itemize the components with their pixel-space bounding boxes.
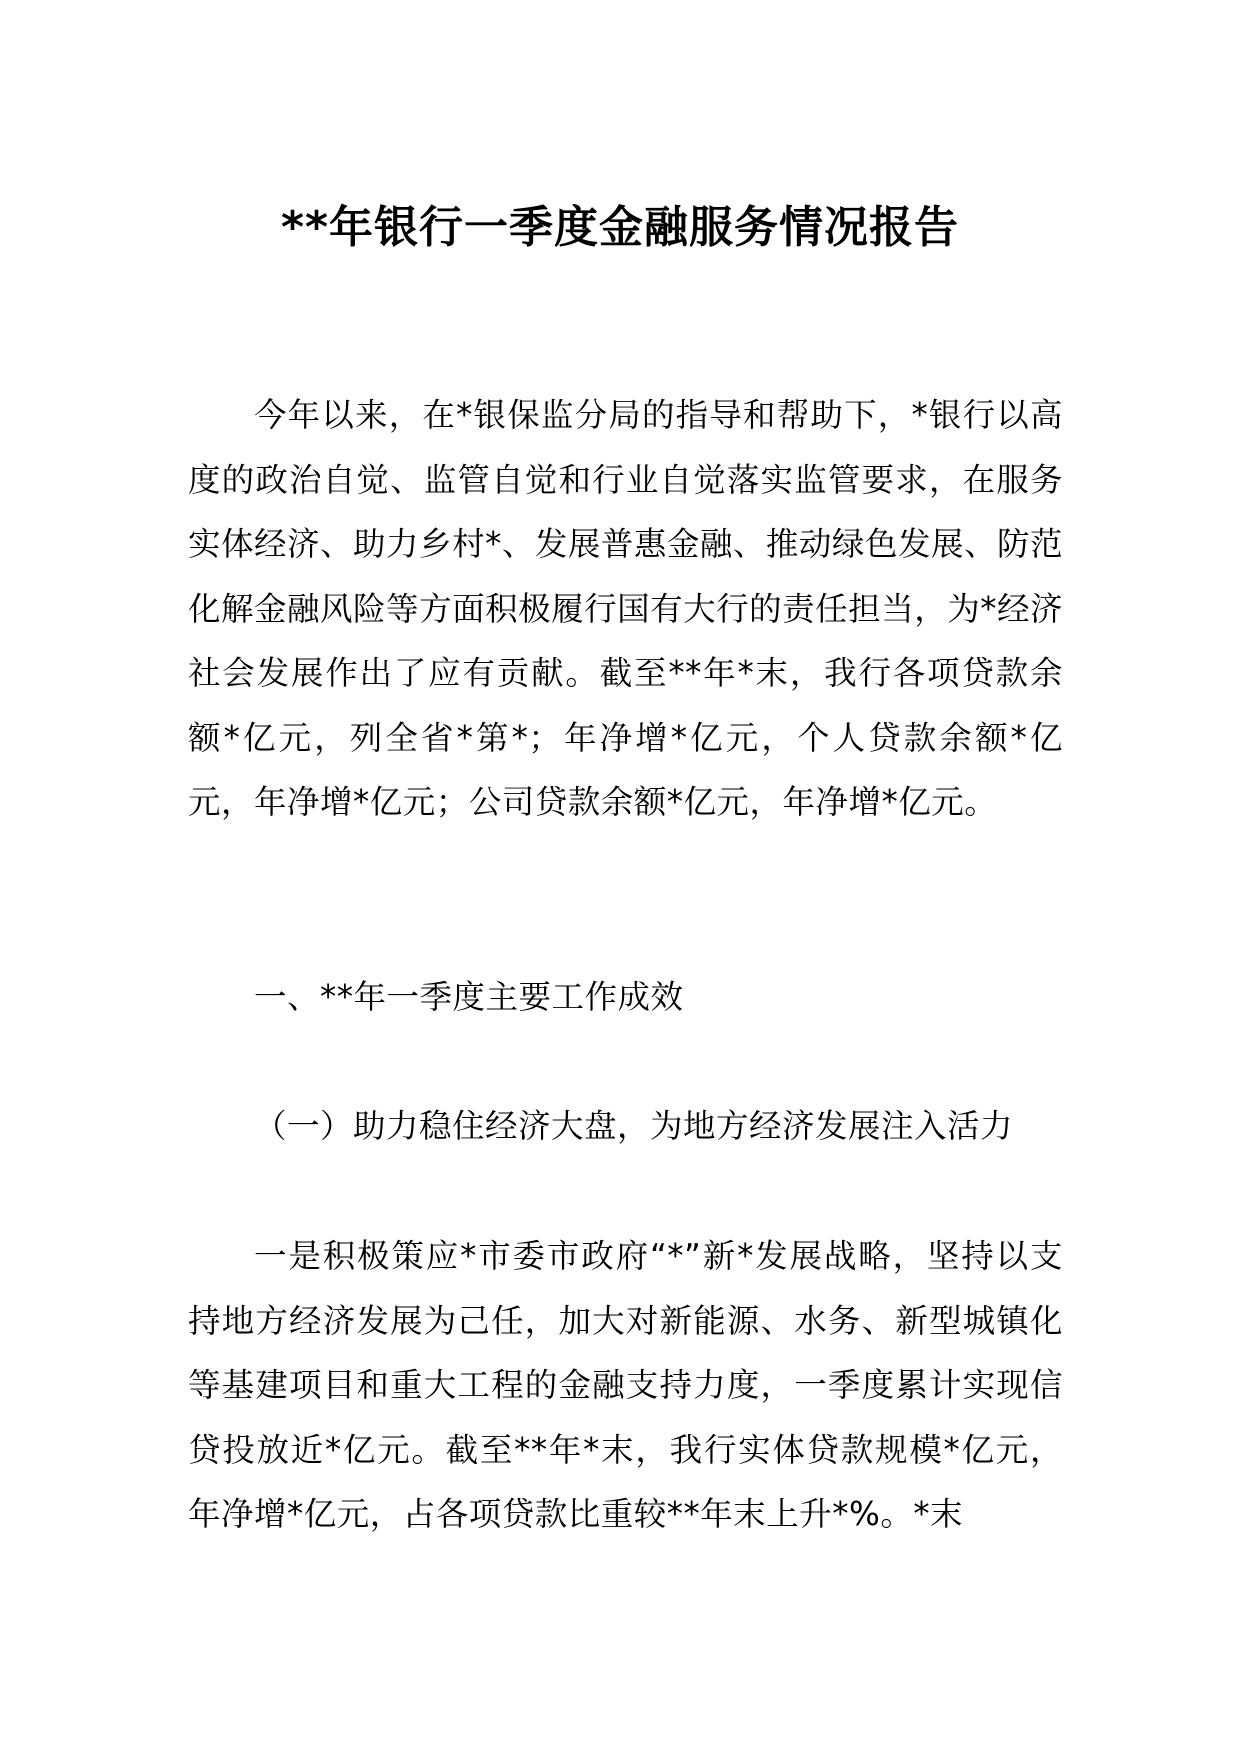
intro-paragraph: 今年以来，在*银保监分局的指导和帮助下，*银行以高度的政治自觉、监管自觉和行业自觉落实监管要求，在服务实体经济、助力乡村*、发展普惠金融、推动绿色发展、防范化解金融风险等方面积极履行国有大行的责任担当，为*经济社会发展作出了应有贡献。截至**年*末，我行各项贷款余额*亿元，列全省*第*；年净增*亿元，个人贷款余额*亿元，年净增*亿元；公司贷款余额*亿元，年净增*亿元。 <box>188 396 1063 821</box>
section-heading: 一、**年一季度主要工作成效 <box>254 978 684 1016</box>
body-paragraph: 一是积极策应*市委市政府“*”新*发展战略，坚持以支持地方经济发展为己任，加大对新能源、水务、新型城镇化等基建项目和重大工程的金融支持力度，一季度累计实现信贷投放近*亿元。截至**年*末，我行实体贷款规模*亿元，年净增*亿元，占各项贷款比重较**年末上升*%。*末 <box>188 1237 1063 1533</box>
document-title: **年银行一季度金融服务情况报告 <box>280 202 960 253</box>
subsection-heading: （一）助力稳住经济大盘，为地方经济发展注入活力 <box>254 1107 1014 1145</box>
